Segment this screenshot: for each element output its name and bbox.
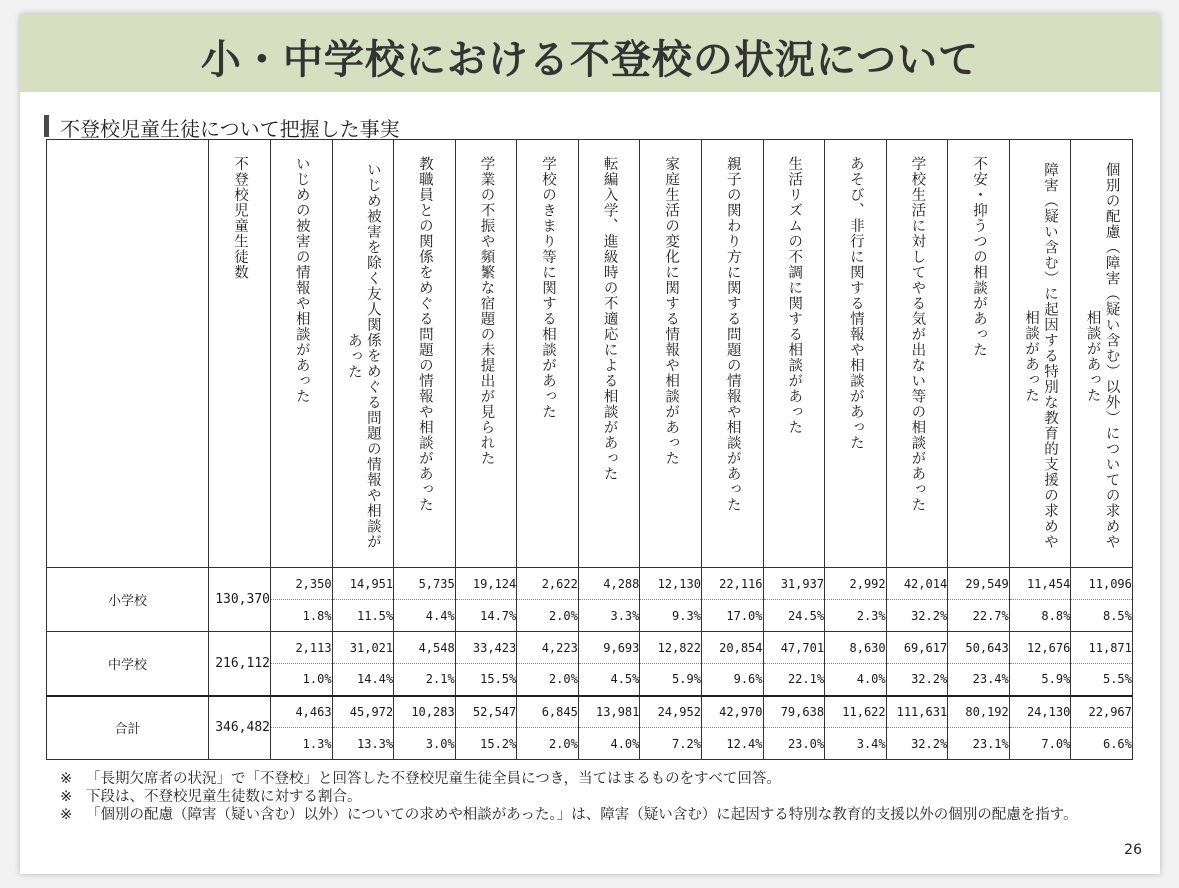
percent-cell: 15.5% xyxy=(455,664,517,696)
count-cell: 52,547 xyxy=(455,696,517,728)
percent-cell: 11.5% xyxy=(332,600,394,632)
subtitle-marker xyxy=(44,115,49,137)
header-blank xyxy=(47,140,209,568)
slide xyxy=(20,14,1160,874)
footnote-mark: ※ xyxy=(60,807,73,823)
percent-cell: 5.5% xyxy=(1071,664,1133,696)
percent-cell: 2.0% xyxy=(517,600,579,632)
percent-cell: 1.8% xyxy=(271,600,333,632)
count-cell: 22,116 xyxy=(701,568,763,600)
count-cell: 19,124 xyxy=(455,568,517,600)
count-cell: 111,631 xyxy=(886,696,948,728)
percent-cell: 9.3% xyxy=(640,600,702,632)
footnote xyxy=(60,806,1078,824)
count-cell: 14,951 xyxy=(332,568,394,600)
percent-cell: 4.0% xyxy=(578,728,640,760)
page-title: 小・中学校における不登校の状況について xyxy=(200,37,980,83)
count-cell: 24,952 xyxy=(640,696,702,728)
count-cell: 2,350 xyxy=(271,568,333,600)
percent-cell: 23.1% xyxy=(948,728,1010,760)
count-cell: 31,937 xyxy=(763,568,825,600)
row-total: 346,482 xyxy=(209,696,271,760)
count-cell: 4,463 xyxy=(271,696,333,728)
header-label: 家庭生活の変化に関する情報や相談があった xyxy=(663,156,680,466)
percent-cell: 2.3% xyxy=(825,600,887,632)
header-row xyxy=(47,140,1133,568)
header-cell xyxy=(886,140,948,568)
row-label: 小学校 xyxy=(47,568,209,632)
footnote-text: 「個別の配慮（障害（疑い含む）以外）についての求めや相談があった。」は、障害（疑い含む）に起因する特別な教育的支援以外の個別の配慮を指す。 xyxy=(86,807,1078,823)
header-label: 個別の配慮（障害（疑い含む）以外）についての求めや相談があった xyxy=(1084,162,1120,550)
header-label: 教職員との関係をめぐる問題の情報や相談があった xyxy=(416,156,433,513)
percent-cell: 14.4% xyxy=(332,664,394,696)
title-band xyxy=(20,14,1160,92)
header-label: いじめの被害の情報や相談があった xyxy=(293,156,310,404)
percent-cell: 8.8% xyxy=(1009,600,1071,632)
percent-cell: 3.4% xyxy=(825,728,887,760)
section-subtitle: 不登校児童生徒について把握した事実 xyxy=(60,117,400,141)
count-cell: 4,223 xyxy=(517,632,579,664)
count-cell: 11,622 xyxy=(825,696,887,728)
percent-cell: 2.1% xyxy=(394,664,456,696)
percent-cell: 32.2% xyxy=(886,664,948,696)
percent-cell: 23.4% xyxy=(948,664,1010,696)
footnote-text: 下段は、不登校児童生徒数に対する割合。 xyxy=(86,789,362,805)
count-cell: 80,192 xyxy=(948,696,1010,728)
header-cell xyxy=(825,140,887,568)
count-cell: 12,130 xyxy=(640,568,702,600)
percent-cell: 22.7% xyxy=(948,600,1010,632)
percent-cell: 6.6% xyxy=(1071,728,1133,760)
percent-cell: 7.0% xyxy=(1009,728,1071,760)
percent-cell: 3.0% xyxy=(394,728,456,760)
footnotes xyxy=(60,770,1078,824)
row-total: 216,112 xyxy=(209,632,271,696)
footnote-mark: ※ xyxy=(60,771,73,787)
percent-cell: 23.0% xyxy=(763,728,825,760)
header-label: 生活リズムの不調に関する相談があった xyxy=(786,156,803,435)
table-row xyxy=(47,632,1133,664)
count-cell: 29,549 xyxy=(948,568,1010,600)
count-cell: 2,113 xyxy=(271,632,333,664)
header-label: 障害（疑い含む）に起因する特別な教育的支援の求めや相談があった xyxy=(1023,162,1059,550)
count-cell: 50,643 xyxy=(948,632,1010,664)
count-cell: 11,096 xyxy=(1071,568,1133,600)
percent-cell: 1.3% xyxy=(271,728,333,760)
count-cell: 5,735 xyxy=(394,568,456,600)
percent-cell: 22.1% xyxy=(763,664,825,696)
row-total: 130,370 xyxy=(209,568,271,632)
percent-cell: 3.3% xyxy=(578,600,640,632)
count-cell: 79,638 xyxy=(763,696,825,728)
header-cell xyxy=(701,140,763,568)
row-label: 合計 xyxy=(47,696,209,760)
row-label: 中学校 xyxy=(47,632,209,696)
percent-cell: 8.5% xyxy=(1071,600,1133,632)
count-cell: 10,283 xyxy=(394,696,456,728)
header-cell xyxy=(394,140,456,568)
header-label: 学校のきまり等に関する相談があった xyxy=(540,156,557,420)
percent-cell: 24.5% xyxy=(763,600,825,632)
count-cell: 47,701 xyxy=(763,632,825,664)
count-cell: 9,693 xyxy=(578,632,640,664)
table-row xyxy=(47,568,1133,600)
header-cell xyxy=(640,140,702,568)
count-cell: 2,622 xyxy=(517,568,579,600)
count-cell: 6,845 xyxy=(517,696,579,728)
count-cell: 42,970 xyxy=(701,696,763,728)
count-cell: 45,972 xyxy=(332,696,394,728)
header-label: 学業の不振や頻繁な宿題の未提出が見られた xyxy=(478,156,495,466)
header-cell xyxy=(271,140,333,568)
header-label: 学校生活に対してやる気が出ない等の相談があった xyxy=(909,156,926,513)
count-cell: 8,630 xyxy=(825,632,887,664)
page-number: 26 xyxy=(1124,842,1142,858)
header-cell xyxy=(763,140,825,568)
percent-cell: 13.3% xyxy=(332,728,394,760)
count-cell: 22,967 xyxy=(1071,696,1133,728)
percent-cell: 32.2% xyxy=(886,600,948,632)
footnote xyxy=(60,770,1078,788)
header-label: 転編入学、進級時の不適応による相談があった xyxy=(601,156,618,482)
percent-cell: 5.9% xyxy=(640,664,702,696)
header-cell xyxy=(209,140,271,568)
count-cell: 33,423 xyxy=(455,632,517,664)
count-cell: 31,021 xyxy=(332,632,394,664)
percent-cell: 17.0% xyxy=(701,600,763,632)
percent-cell: 5.9% xyxy=(1009,664,1071,696)
percent-cell: 4.4% xyxy=(394,600,456,632)
header-label: 親子の関わり方に関する問題の情報や相談があった xyxy=(724,156,741,513)
count-cell: 2,992 xyxy=(825,568,887,600)
percent-cell: 15.2% xyxy=(455,728,517,760)
count-cell: 4,548 xyxy=(394,632,456,664)
footnote-mark: ※ xyxy=(60,789,73,805)
count-cell: 13,981 xyxy=(578,696,640,728)
percent-cell: 4.0% xyxy=(825,664,887,696)
count-cell: 12,676 xyxy=(1009,632,1071,664)
header-label: いじめ被害を除く友人関係をめぐる問題の情報や相談があった xyxy=(345,162,381,550)
header-label: 不安・抑うつの相談があった xyxy=(970,156,987,358)
header-cell xyxy=(578,140,640,568)
count-cell: 11,871 xyxy=(1071,632,1133,664)
header-label: 不登校児童生徒数 xyxy=(232,156,248,280)
count-cell: 20,854 xyxy=(701,632,763,664)
percent-cell: 7.2% xyxy=(640,728,702,760)
percent-cell: 2.0% xyxy=(517,664,579,696)
percent-cell: 9.6% xyxy=(701,664,763,696)
header-cell xyxy=(455,140,517,568)
percent-cell: 32.2% xyxy=(886,728,948,760)
count-cell: 11,454 xyxy=(1009,568,1071,600)
header-cell xyxy=(517,140,579,568)
footnote xyxy=(60,788,1078,806)
header-cell xyxy=(1071,140,1133,568)
footnote-text: 「長期欠席者の状況」で「不登校」と回答した不登校児童生徒全員につき，当てはまるものをすべて回答。 xyxy=(86,771,781,787)
count-cell: 4,288 xyxy=(578,568,640,600)
percent-cell: 4.5% xyxy=(578,664,640,696)
count-cell: 12,822 xyxy=(640,632,702,664)
percent-cell: 14.7% xyxy=(455,600,517,632)
table-row xyxy=(47,696,1133,728)
percent-cell: 1.0% xyxy=(271,664,333,696)
header-label: あそび、非行に関する情報や相談があった xyxy=(847,156,864,451)
table-body xyxy=(47,568,1133,760)
header-cell xyxy=(948,140,1010,568)
count-cell: 24,130 xyxy=(1009,696,1071,728)
percent-cell: 2.0% xyxy=(517,728,579,760)
percent-cell: 12.4% xyxy=(701,728,763,760)
data-table xyxy=(46,139,1133,760)
count-cell: 69,617 xyxy=(886,632,948,664)
count-cell: 42,014 xyxy=(886,568,948,600)
header-cell xyxy=(1009,140,1071,568)
header-cell xyxy=(332,140,394,568)
